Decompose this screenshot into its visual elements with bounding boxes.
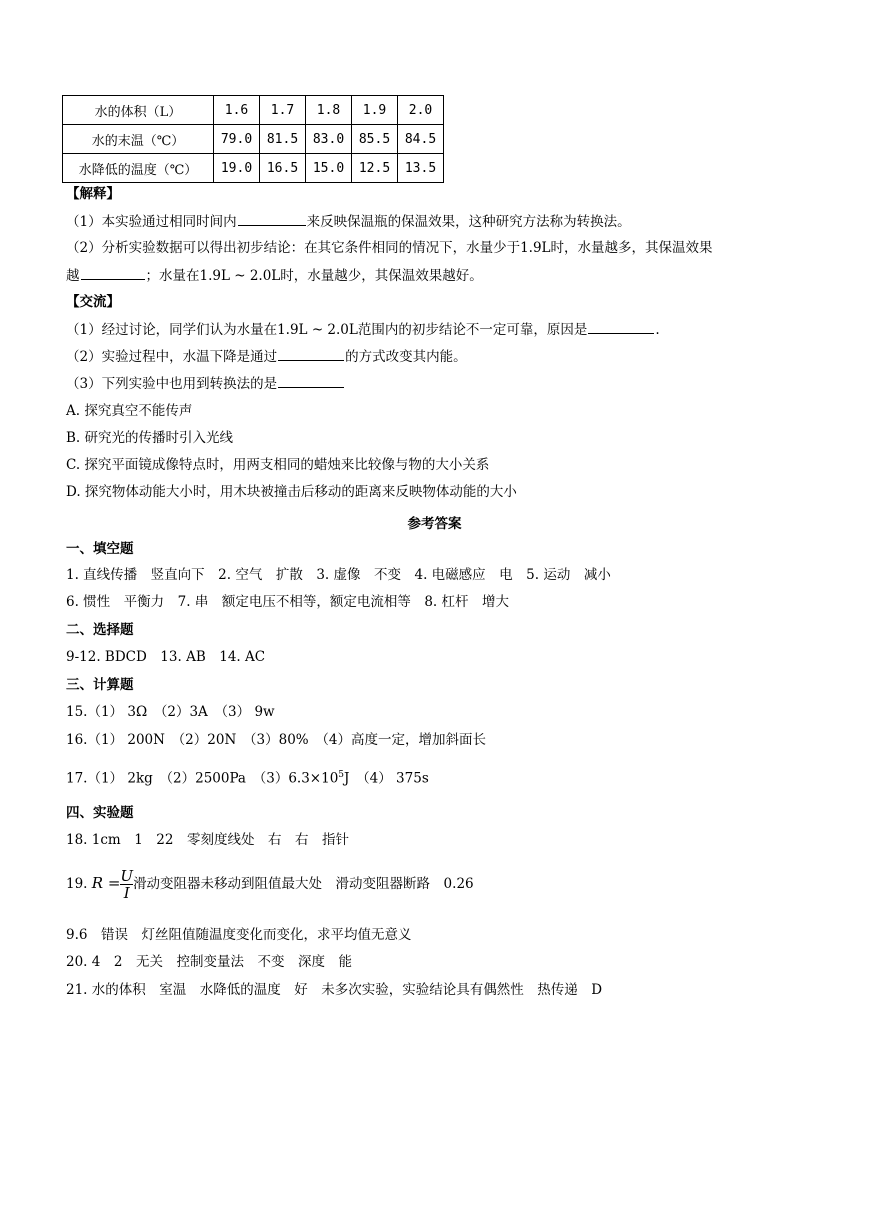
- answer-line: 21. 水的体积 室温 水降低的温度 好 未多次实验，实验结论具有偶然性 热传递 D: [66, 982, 603, 998]
- table-cell: 15.0: [306, 154, 352, 183]
- fraction: $\frac{U}{I}$: [120, 867, 134, 902]
- answer-blank: [278, 373, 344, 388]
- table-row: [63, 154, 444, 183]
- row-label: 水的体积（L）: [63, 96, 214, 125]
- section-heading: 三、计算题: [66, 677, 134, 693]
- table-row: [63, 96, 444, 125]
- table-cell: 12.5: [352, 154, 398, 183]
- explain-q1: （1）本实验通过相同时间内 来反映保温瓶的保温效果，这种研究方法称为转换法。: [66, 211, 631, 232]
- data-table: [62, 95, 444, 183]
- exchange-q2: （2）实验过程中，水温下降是通过 的方式改变其内能。: [66, 346, 467, 367]
- table-cell: 1.7: [260, 96, 306, 125]
- answer-line: 6. 惯性 平衡力 7. 串 额定电压不相等，额定电流相等 8. 杠杆 增大: [66, 594, 510, 610]
- table-cell: 81.5: [260, 125, 306, 154]
- table-cell: 79.0: [214, 125, 260, 154]
- table-cell: 13.5: [398, 154, 444, 183]
- option-c: C. 探究平面镜成像特点时，用两支相同的蜡烛来比较像与物的大小关系: [66, 457, 490, 473]
- answer-line: 16.（1） 200N （2）20N （3）80% （4）高度一定，增加斜面长: [66, 732, 486, 748]
- table-cell: 1.8: [306, 96, 352, 125]
- exchange-q3: （3）下列实验中也用到转换法的是: [66, 373, 345, 394]
- answer-blank: [81, 265, 145, 280]
- exchange-q1: （1）经过讨论，同学们认为水量在1.9L ~ 2.0L范围内的初步结论不一定可靠，原因是 .: [66, 319, 660, 340]
- option-b: B. 研究光的传播时引入光线: [66, 430, 234, 446]
- answer-line: 15.（1） 3Ω （2）3A （3） 9w: [66, 704, 275, 720]
- answers-title: 参考答案: [407, 516, 462, 532]
- table-cell: 2.0: [398, 96, 444, 125]
- table-cell: 1.9: [352, 96, 398, 125]
- table-row: [63, 125, 444, 154]
- explain-q2-cont: 越 ；水量在1.9L ~ 2.0L时，水量越少，其保温效果越好。: [66, 265, 483, 286]
- row-label: 水的末温（℃）: [63, 125, 214, 154]
- table-cell: 84.5: [398, 125, 444, 154]
- answer-line-formula: 19. R = $\frac{U}{I}$ 滑动变阻器未移动到阻值最大处 滑动变阻器断路 0.26: [66, 867, 474, 902]
- exchange-heading: 【交流】: [66, 294, 120, 310]
- table-cell: 1.6: [214, 96, 260, 125]
- answer-line: 20. 4 2 无关 控制变量法 不变 深度 能: [66, 954, 352, 970]
- answer-blank: [238, 211, 306, 226]
- answer-blank: [588, 319, 654, 334]
- row-label: 水降低的温度（℃）: [63, 154, 214, 183]
- option-a: A. 探究真空不能传声: [66, 403, 193, 419]
- table-cell: 83.0: [306, 125, 352, 154]
- section-heading: 二、选择题: [66, 622, 134, 638]
- answer-line: 9-12. BDCD 13. AB 14. AC: [66, 649, 266, 665]
- option-d: D. 探究物体动能大小时，用木块被撞击后移动的距离来反映物体动能的大小: [66, 484, 517, 500]
- section-heading: 一、填空题: [66, 541, 134, 557]
- section-heading: 四、实验题: [66, 805, 134, 821]
- explain-q2: （2）分析实验数据可以得出初步结论：在其它条件相同的情况下，水量少于1.9L时，水量越多，其保温效果: [66, 240, 713, 256]
- answer-line: 17.（1） 2kg （2）2500Pa $(3)6.3\times 10^5J$ （4） 375s: [66, 770, 429, 787]
- answer-line: 9.6 错误 灯丝阻值随温度变化而变化，求平均值无意义: [66, 927, 412, 943]
- answer-blank: [278, 346, 344, 361]
- table-cell: 85.5: [352, 125, 398, 154]
- answer-line: 18. 1cm 1 22 零刻度线处 右 右 指针: [66, 832, 349, 848]
- answer-line: 1. 直线传播 竖直向下 2. 空气 扩散 3. 虚像 不变 4. 电磁感应 电 5. 运动 减小: [66, 567, 611, 583]
- table-cell: 19.0: [214, 154, 260, 183]
- explain-heading: 【解释】: [66, 186, 120, 202]
- table-cell: 16.5: [260, 154, 306, 183]
